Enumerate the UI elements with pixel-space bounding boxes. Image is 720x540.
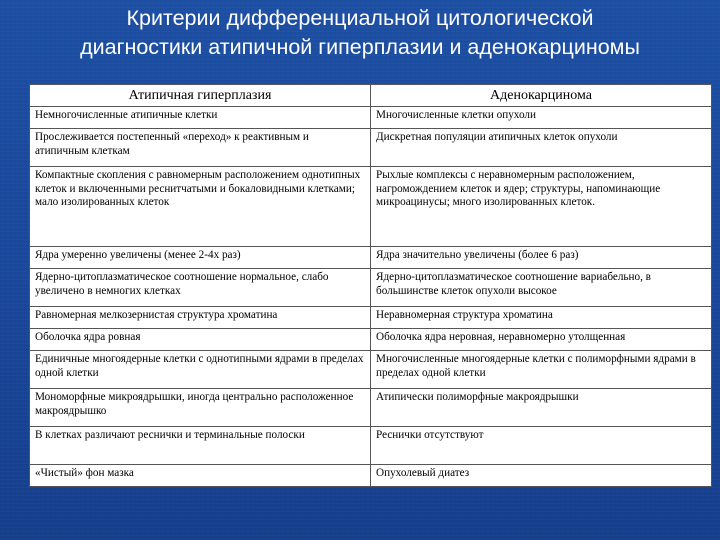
table-row	[30, 129, 712, 167]
cell-atypical-hyperplasia: Равномерная мелкозернистая структура хроматина	[30, 307, 371, 329]
criteria-table	[29, 84, 712, 487]
table-row	[30, 307, 712, 329]
header-atypical-hyperplasia: Атипичная гиперплазия	[30, 85, 371, 107]
cell-atypical-hyperplasia: Оболочка ядра ровная	[30, 329, 371, 351]
cell-adenocarcinoma: Атипически полиморфные макроядрышки	[371, 389, 712, 427]
table-row	[30, 389, 712, 427]
cell-adenocarcinoma: Дискретная популяции атипичных клеток опухоли	[371, 129, 712, 167]
slide-title	[0, 4, 720, 62]
cell-atypical-hyperplasia: Ядерно-цитоплазматическое соотношение нормальное, слабо увеличено в немногих клетках	[30, 269, 371, 307]
table-row	[30, 329, 712, 351]
cell-atypical-hyperplasia: Ядра умеренно увеличены (менее 2-4х раз)	[30, 247, 371, 269]
cell-adenocarcinoma: Опухолевый диатез	[371, 465, 712, 487]
cell-atypical-hyperplasia: В клетках различают реснички и терминальные полоски	[30, 427, 371, 465]
cell-atypical-hyperplasia: Компактные скопления с равномерным расположением однотипных клеток и включенными реснитчатыми и бокаловидными клетками; мало изолированных клеток	[30, 167, 371, 247]
cell-atypical-hyperplasia: Немногочисленные атипичные клетки	[30, 107, 371, 129]
cell-adenocarcinoma: Реснички отсутствуют	[371, 427, 712, 465]
table-row	[30, 107, 712, 129]
table-row	[30, 351, 712, 389]
cell-atypical-hyperplasia: Мономорфные микроядрышки, иногда центрально расположенное макроядрышко	[30, 389, 371, 427]
cell-adenocarcinoma: Оболочка ядра неровная, неравномерно утолщенная	[371, 329, 712, 351]
cell-adenocarcinoma: Многочисленные клетки опухоли	[371, 107, 712, 129]
table-row	[30, 247, 712, 269]
cell-atypical-hyperplasia: Прослеживается постепенный «переход» к реактивным и атипичным клеткам	[30, 129, 371, 167]
cell-adenocarcinoma: Многочисленные многоядерные клетки с полиморфными ядрами в пределах одной клетки	[371, 351, 712, 389]
table-header-row	[30, 85, 712, 107]
table-row	[30, 269, 712, 307]
slide-title-line-1: Критерии дифференциальной цитологической	[126, 6, 594, 30]
table-row	[30, 465, 712, 487]
cell-adenocarcinoma: Рыхлые комплексы с неравномерным расположением, нагромождением клеток и ядер; структуры, напоминающие микроацинусы; много изолированных клеток.	[371, 167, 712, 247]
table-row	[30, 427, 712, 465]
cell-adenocarcinoma: Ядерно-цитоплазматическое соотношение вариабельно, в большинстве клеток опухоли высокое	[371, 269, 712, 307]
cell-atypical-hyperplasia: Единичные многоядерные клетки с однотипными ядрами в пределах одной клетки	[30, 351, 371, 389]
table-row	[30, 167, 712, 247]
slide-title-line-2: диагностики атипичной гиперплазии и аденокарциномы	[80, 35, 640, 59]
cell-adenocarcinoma: Ядра значительно увеличены (более 6 раз)	[371, 247, 712, 269]
header-adenocarcinoma: Аденокарцинома	[371, 85, 712, 107]
cell-adenocarcinoma: Неравномерная структура хроматина	[371, 307, 712, 329]
cell-atypical-hyperplasia: «Чистый» фон мазка	[30, 465, 371, 487]
